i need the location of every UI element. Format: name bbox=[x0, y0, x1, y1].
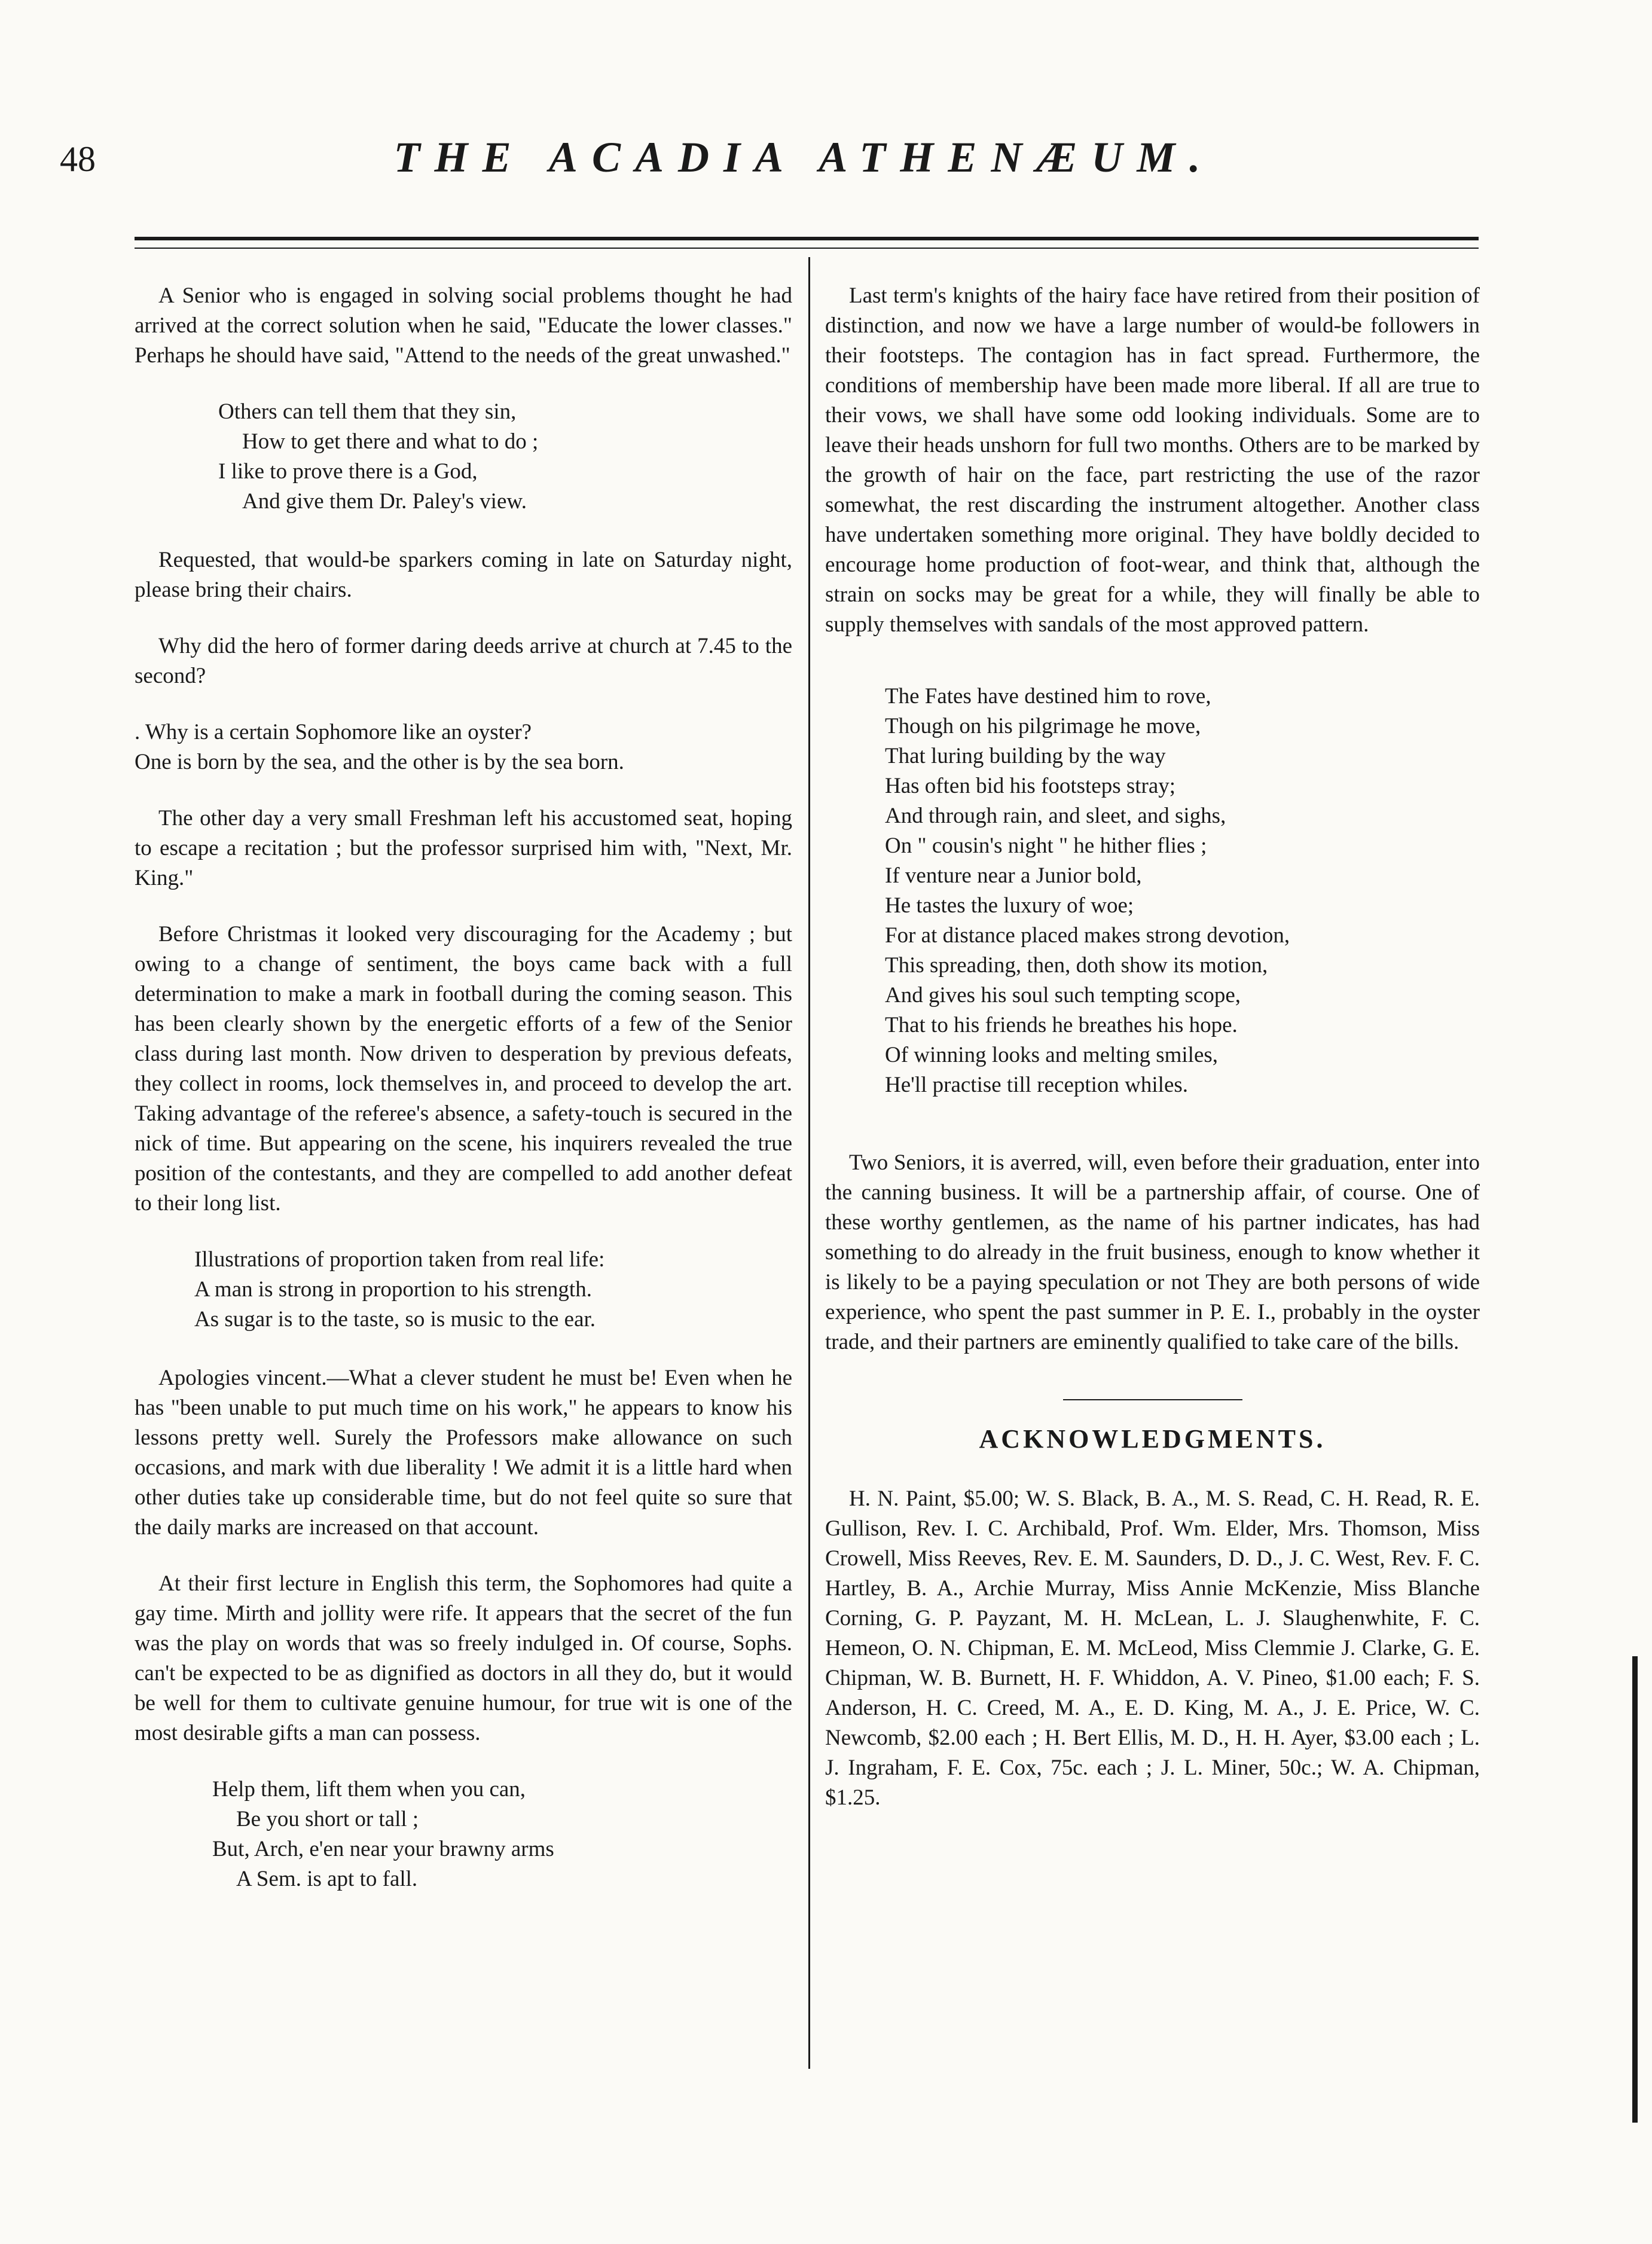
paragraph: Apologies vincent.—What a clever student he must be! Even when he has "been unable to put much time on his work," he appears to know his lessons pretty well. Surely the Professors make allowance on such occasions, and mark with due liberality ! We admit it is a little hard when other duties take up considerable time, but do not feel quite so sure that the daily marks are increased on that account. bbox=[135, 1366, 792, 1540]
verse-line: He'll practise till reception whiles. bbox=[885, 1073, 1189, 1097]
verse-line: Illustrations of proportion taken from real life: bbox=[194, 1247, 605, 1272]
acknowledgments-text: H. N. Paint, $5.00; W. S. Black, B. A., M. S. Read, C. H. Read, R. E. Gullison, Rev. I. C. Archibald, Prof. Wm. Elder, Mrs. Thomson, Miss Crowell, Miss Reeves, Rev. E. M. Saunders, D. D., J. C. West, Rev. F. C. Hartley, B. A., Archie Murray, Miss Annie McKenzie, Miss Blanche Corning, G. P. Payzant, M. H. McLean, L. J. Slaughenwhite, F. C. Hemeon, O. N. Chipman, E. M. McLeod, Miss Clemmie J. Clarke, G. E. Chipman, W. B. Burnett, H. F. Whiddon, A. V. Pineo, $1.00 each; F. S. Anderson, H. C. Creed, M. A., E. D. King, M. A., J. E. Price, W. C. Newcomb, $2.00 each ; H. Bert Ellis, M. D., H. H. Ayer, $3.00 each ; L. J. Ingraham, F. E. Cox, 75c. each ; J. L. Miner, 50c.; W. A. Chipman, $1.25. bbox=[825, 1486, 1480, 1810]
riddle bbox=[135, 718, 792, 777]
verse-line: And gives his soul such tempting scope, bbox=[885, 983, 1241, 1007]
verse-line: Of winning looks and melting smiles, bbox=[885, 1043, 1219, 1067]
verse-line: That luring building by the way bbox=[885, 744, 1166, 768]
paragraph: Requested, that would-be sparkers coming in late on Saturday night, please bring their chairs. bbox=[135, 548, 792, 602]
verse-line: That to his friends he breathes his hope. bbox=[885, 1013, 1238, 1037]
paragraph: A Senior who is engaged in solving social problems thought he had arrived at the correct solution when he said, "Educate the lower classes." Perhaps he should have said, "Attend to the needs of the great unwashed." bbox=[135, 283, 792, 368]
verse-line: But, Arch, e'en near your brawny arms bbox=[212, 1837, 554, 1861]
margin-bar bbox=[1632, 1656, 1638, 2123]
header-rule bbox=[135, 237, 1479, 240]
verse-line: How to get there and what to do ; bbox=[242, 429, 539, 454]
acknowledgments-heading: ACKNOWLEDGMENTS. bbox=[979, 1424, 1326, 1454]
paragraph: At their first lecture in English this term, the Sophomores had quite a gay time. Mirth and jollity were rife. It appears that the secret of the fun was the play on words that was so freely indulged in. Of course, Sophs. can't be expected to be as dignified as doctors in all they do, but it would be well for them to cultivate genuine humour, for true wit is one of the most desirable gifts a man can possess. bbox=[135, 1571, 792, 1745]
verse-line: For at distance placed makes strong devotion, bbox=[885, 923, 1290, 948]
verse-line: Help them, lift them when you can, bbox=[212, 1777, 526, 1802]
header-rule-thin bbox=[135, 248, 1479, 249]
verse bbox=[135, 1245, 792, 1335]
verse-line: Though on his pilgrimage he move, bbox=[885, 714, 1201, 738]
verse-line: He tastes the luxury of woe; bbox=[885, 893, 1134, 918]
paragraph: Why did the hero of former daring deeds arrive at church at 7.45 to the second? bbox=[135, 634, 792, 688]
verse bbox=[135, 397, 792, 517]
verse-line: On " cousin's night " he hither flies ; bbox=[885, 834, 1207, 858]
verse-line: And give them Dr. Paley's view. bbox=[242, 489, 527, 514]
page-header bbox=[60, 128, 1549, 194]
verse-line: Others can tell them that they sin, bbox=[218, 399, 517, 424]
paragraph: The other day a very small Freshman left his accustomed seat, hoping to escape a recitation ; but the professor surprised him with, "Next, Mr. King." bbox=[135, 806, 792, 890]
verse bbox=[135, 1775, 792, 1894]
journal-title: THE ACADIA ATHENÆUM. bbox=[393, 133, 1215, 181]
paragraph: Two Seniors, it is averred, will, even before their graduation, enter into the canning business. It will be a partnership affair, of course. One of these worthy gentlemen, as the name of his partner indicates, has had something to do already in the fruit business, enough to know whether it is likely to be a paying speculation or not They are both persons of wide experience, who spent the past summer in P. E. I., probably in the oyster trade, and their partners are eminently qualified to take care of the bills. bbox=[825, 1150, 1480, 1354]
verse-line: This spreading, then, doth show its motion, bbox=[885, 953, 1268, 978]
column-divider bbox=[808, 257, 810, 2069]
section-separator bbox=[1063, 1399, 1242, 1400]
page-number: 48 bbox=[60, 139, 96, 179]
verse-line: If venture near a Junior bold, bbox=[885, 863, 1142, 888]
right-column bbox=[825, 281, 1480, 1839]
left-column bbox=[135, 281, 792, 1923]
verse-line: Be you short or tall ; bbox=[236, 1807, 419, 1831]
verse-line: A Sem. is apt to fall. bbox=[236, 1867, 418, 1891]
verse-line: And through rain, and sleet, and sighs, bbox=[885, 804, 1226, 828]
verse bbox=[825, 682, 1480, 1100]
verse-line: I like to prove there is a God, bbox=[218, 459, 478, 484]
riddle-question: . Why is a certain Sophomore like an oyster? bbox=[135, 720, 532, 744]
paragraph: Last term's knights of the hairy face have retired from their position of distinction, and now we have a large number of would-be followers in their footsteps. The contagion has in fact spread. Furthermore, the conditions of membership have been made more liberal. If all are true to their vows, we shall have some odd looking individuals. Some are to leave their heads unshorn for full two months. Others are to be marked by the growth of hair on the face, part restricting the use of the razor somewhat, the rest discarding the instrument altogether. Another class have undertaken something more original. They have boldly decided to encourage home production of foot-wear, and think that, although the strain on socks may be great for a while, they will finally be able to supply themselves with sandals of the most approved pattern. bbox=[825, 283, 1480, 637]
verse-line: A man is strong in proportion to his strength. bbox=[194, 1277, 592, 1302]
riddle-answer: One is born by the sea, and the other is by the sea born. bbox=[135, 750, 624, 774]
verse-line: Has often bid his footsteps stray; bbox=[885, 774, 1176, 798]
verse-line: The Fates have destined him to rove, bbox=[885, 684, 1211, 709]
paragraph: Before Christmas it looked very discouraging for the Academy ; but owing to a change of sentiment, the boys came back with a full determination to make a mark in football during the coming season. This has been clearly shown by the energetic efforts of a few of the Senior class during last month. Now driven to desperation by previous defeats, they collect in rooms, lock themselves in, and proceed to develop the art. Taking advantage of the referee's absence, a safety-touch is secured in the nick of time. But appearing on the scene, his inquirers revealed the true position of the contestants, and they are compelled to add another defeat to their long list. bbox=[135, 922, 792, 1216]
verse-line: As sugar is to the taste, so is music to the ear. bbox=[194, 1307, 596, 1332]
